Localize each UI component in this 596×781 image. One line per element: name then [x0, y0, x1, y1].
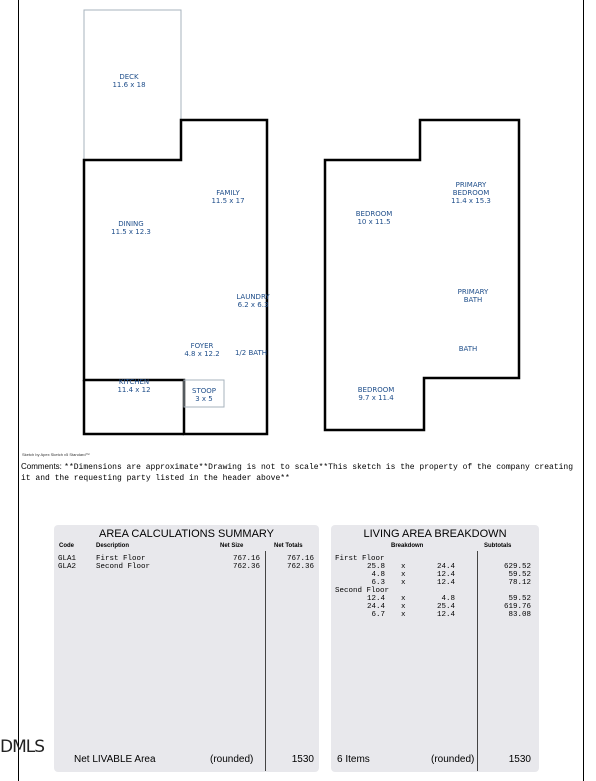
room-family	[200, 189, 256, 205]
col-breakdown-header: Breakdown	[391, 543, 424, 549]
breakdown-x: x	[401, 603, 406, 611]
breakdown-dim-a: 25.8	[366, 563, 385, 571]
column-divider	[265, 551, 266, 771]
breakdown-dim-b: 25.4	[436, 603, 455, 611]
floor-heading: Second Floor	[335, 587, 390, 595]
column-divider	[477, 551, 478, 771]
room-name: KITCHEN	[118, 378, 150, 386]
breakdown-dim-b: 24.4	[436, 563, 455, 571]
breakdown-dim-a: 4.8	[371, 571, 385, 579]
net-livable-label: Net LIVABLE Area	[74, 754, 156, 765]
room-dim: 11.5 x 12.3	[111, 228, 151, 236]
room-name: STOOP	[192, 387, 216, 395]
table-row-net-total: 762.36	[286, 563, 314, 571]
room-laundry	[230, 293, 276, 309]
breakdown-x: x	[401, 595, 406, 603]
room-dim: 3 x 5	[195, 395, 213, 403]
room-name: FOYER	[190, 342, 214, 350]
col-net-totals-header: Net Totals	[274, 543, 303, 549]
comments-text: **Dimensions are approximate**Drawing is not to scale**This sketch is the property of the company creating it and the requesting party listed in the header above**	[21, 463, 574, 483]
room-bedroom-1	[346, 210, 402, 226]
room-name: DECK	[119, 73, 139, 81]
breakdown-subtotal: 59.52	[508, 595, 531, 603]
breakdown-x: x	[401, 571, 406, 579]
comments	[21, 462, 581, 484]
room-dim: 11.6 x 18	[112, 81, 146, 89]
room-dim: 9.7 x 11.4	[358, 394, 394, 402]
breakdown-x: x	[401, 579, 406, 587]
table-row-net-total: 767.16	[286, 555, 314, 563]
room-foyer	[176, 342, 228, 358]
breakdown-dim-a: 12.4	[366, 595, 385, 603]
room-name: PRIMARY	[457, 288, 489, 296]
table-row-code: GLA2	[58, 563, 77, 571]
room-name: BATH	[458, 345, 478, 353]
sketch-credit: Sketch by Apex Sketch v5 Standard™	[22, 452, 90, 457]
breakdown-dim-a: 6.3	[371, 579, 385, 587]
living-breakdown-title: LIVING AREA BREAKDOWN	[363, 528, 507, 540]
rounded-label: (rounded)	[431, 754, 475, 765]
breakdown-x: x	[401, 563, 406, 571]
room-deck	[104, 73, 154, 89]
room-kitchen	[106, 378, 162, 394]
room-dim: 10 x 11.5	[357, 218, 391, 226]
room-name: 1/2 BATH	[234, 349, 268, 357]
breakdown-subtotal: 83.08	[508, 611, 531, 619]
room-name: DINING	[118, 220, 144, 228]
breakdown-subtotal: 619.76	[503, 603, 531, 611]
room-dim: 6.2 x 6.3	[237, 301, 269, 309]
net-livable-value: 1530	[291, 754, 314, 765]
room-name: FAMILY	[216, 189, 240, 197]
breakdown-subtotal: 629.52	[503, 563, 531, 571]
room-dim: 11.4 x 12	[117, 386, 151, 394]
breakdown-dim-a: 24.4	[366, 603, 385, 611]
breakdown-subtotal: 78.12	[508, 579, 531, 587]
room-half-bath	[231, 349, 271, 357]
room-stoop	[186, 387, 222, 403]
room-name: BEDROOM	[355, 210, 393, 218]
room-name: BEDROOM	[452, 189, 490, 197]
room-primary-bedroom	[441, 181, 501, 205]
second-floor-outline	[325, 120, 519, 430]
area-summary-panel	[54, 525, 319, 772]
room-name: BEDROOM	[357, 386, 395, 394]
breakdown-dim-b: 12.4	[436, 611, 455, 619]
col-subtotals-header: Subtotals	[484, 543, 512, 549]
col-description-header: Description	[96, 543, 130, 549]
table-row-description: First Floor	[96, 555, 146, 563]
table-row-net-size: 767.16	[232, 555, 260, 563]
table-row-description: Second Floor	[96, 563, 151, 571]
breakdown-dim-a: 6.7	[371, 611, 385, 619]
room-name: BATH	[463, 296, 483, 304]
breakdown-x: x	[401, 611, 406, 619]
floor-heading: First Floor	[335, 555, 385, 563]
room-name: PRIMARY	[455, 181, 487, 189]
room-dim: 11.4 x 15.3	[451, 197, 491, 205]
breakdown-dim-b: 12.4	[436, 571, 455, 579]
room-bath	[448, 345, 488, 353]
dmls-watermark: DMLS	[0, 737, 45, 757]
col-code-header: Code	[59, 543, 74, 549]
table-row-code: GLA1	[58, 555, 77, 563]
room-name: LAUNDRY	[236, 293, 270, 301]
breakdown-dim-b: 4.8	[441, 595, 455, 603]
room-dining	[100, 220, 162, 236]
breakdown-subtotal: 59.52	[508, 571, 531, 579]
area-summary-title: AREA CALCULATIONS SUMMARY	[98, 528, 275, 540]
items-count: 6 Items	[337, 754, 370, 765]
rounded-label: (rounded)	[210, 754, 254, 765]
col-net-size-header: Net Size	[220, 543, 244, 549]
room-bedroom-2	[348, 386, 404, 402]
living-breakdown-panel	[331, 525, 539, 772]
room-primary-bath	[448, 288, 498, 304]
table-row-net-size: 762.36	[232, 563, 260, 571]
living-total-value: 1530	[508, 754, 531, 765]
comments-label: Comments:	[21, 462, 62, 471]
breakdown-dim-b: 12.4	[436, 579, 455, 587]
room-dim: 4.8 x 12.2	[184, 350, 220, 358]
room-dim: 11.5 x 17	[211, 197, 245, 205]
